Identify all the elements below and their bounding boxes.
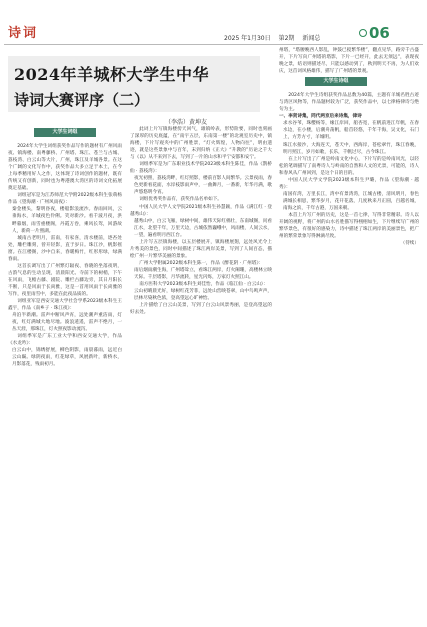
- paragraph: 词组季军是为广东职业技术学院2023级本科生陈佳，作品《鹊桥仙 · 荔枝湾》：: [130, 162, 272, 175]
- paragraph: 此词上片写镇海楼傍天回气，雄镇岭表，形势险要，同时也刻画了深厚的历史底蕴，在“南宇五层，东南第一楼”的北观室历史中，镇海楼，下片写观夹中的广州胜景，“灯火辉煌，人物向往”，明由遗迹，就是这些景象中与百年，末到归纳《正大》“升教的”历论之千大与《以》从不来到下去，写到了一片的山水和平宁安都和安宁。: [130, 127, 272, 161]
- paragraph: 中国人民大学人文学院2021级本科生孙慧颖，作品《满江红 · 登越秀山》：: [130, 204, 272, 217]
- poem-text: 越秀山中，白云飞雁，绿树中间，雄伟天际红棉壮，东南城阁，问看江水，北望千年，万里天边，古城依然巍峨中，风雨楼，人间云水，一望，遍看明月西江台。: [134, 218, 272, 238]
- paragraph: 上片描绘了白云山美景，写到了白云山风景秀丽，是登高望远的好去处。: [130, 303, 272, 316]
- article-title-line-1: 2024年羊城杯大学生中华: [14, 65, 210, 84]
- issue-number: 第2期: [278, 35, 295, 42]
- continued-note: （待续）: [400, 241, 419, 247]
- paragraph: 词组冠军是为江苏师范大学附2022级本科生张萌杨作品《望海潮 · 广州风雨夜》：: [8, 193, 122, 206]
- paragraph: 在上片写出了广州是岭南文化中心，下片写的是岭南风光，以轻松的笔调描写了南粤诗人与岭南的自然和人文的光景，可能的，诗人和春风从广州回到，是这个日的目的。: [279, 156, 419, 176]
- article-title-line-2: 诗词大赛评序（二）: [14, 91, 150, 109]
- section-brand: 诗词: [8, 26, 39, 41]
- poem-text: 雨后烟雨潮生海，广州塔耸立，看珠江两岸，灯火阑珊，高楼林立映天际。千层塔影，月华流转，星光闪烁，万家灯火照江山。: [134, 267, 272, 280]
- poem-text: 求水谷苇，珠樱杨等，缘江岸回，船杏宽，在帆前进江年帆，在春水边，在小楼，后潮舟荡帆，船首轻悠，千年千海，吴文化，石门上，方芳方寸，羊城明。: [283, 121, 419, 141]
- poem-text: 舟泊半新潮。雷声中断风声宵，远处潮声重洁雨，灯夜，红灯满城大地尽地。波浪逍遥，雷声不绝月，一丛天涯，那珠江，灯火照夜影动流泻。: [12, 313, 122, 333]
- paragraph: 词组亚军是西安交通大学社会学系2023级本科生王鑫宇，作品《南乡子 · 珠江夜》：: [8, 299, 122, 312]
- section-tag: 大学生词组: [34, 128, 96, 137]
- page-circle-icon: [359, 29, 367, 37]
- issue-info: [224, 33, 326, 42]
- column-3: [279, 47, 419, 622]
- paragraph: 2024年大学生词组获奖作品写作的题材有广州风雨夜、镇海楼、南粤藤桥、广州塔、珠江、苍兰与古城、荔枝湾、白云山等大片，广州，珠江及羊城各景。在这个广阔的文化写作中，获奖作品大多立足于本土，在今上每季精用好人之作，这体现了诗词创作的题材，既有传统又有创新，同时也为粤港澳大湾区的诗词文化拓展奠定基础。: [8, 144, 122, 192]
- poem-text: 南国有湾，万里长江，湾中有景湾湾，江城古楼，清风明月，春色满城长相思，繁华岁月，花开花落，几度秋来月正圆，百越名城，南海之滨，千年古港，万国来朝。: [283, 191, 419, 211]
- page-number: 06: [369, 24, 390, 42]
- paragraph: 词组优秀奖作品有，获奖作品名单如下。: [139, 197, 222, 203]
- paragraph: 上片写五层镇海楼，以五层楼展开，镇海楼展翅，远处风光令上片秀美的景色，同时中间描述了珠江两岸美景，写到了人间百态，描绘广州一片繁华美丽的景象。: [130, 239, 272, 259]
- poem-text: 夜光初照，荔枝湾畔，红灯照影，楼前百影人间繁华。云景夜雨，春色更新看花面，水岸枝影雨声中，一曲舞月，一番新，年华月满，歌声悠悠明今宵。: [134, 176, 272, 196]
- section-tag: 大学生诗组: [305, 77, 367, 86]
- page-header: [0, 0, 427, 46]
- article-author: （李浩）黄坤友: [165, 119, 208, 126]
- poem-text: 珠江水接沙，大海连天，苍天中，西海岸，苍松翠竹，珠江春晚，明月照江，岁月如歌，长乐，千帆过尽，古今珠江。: [283, 142, 419, 155]
- poem-text: 白云山中，锦绣舒展，柳色阴影，雨晨暮雨，远近白云山巅。绿阴夜雨，红花绿草，风展新叶，新桥水，月影落花，残雨初月。: [12, 348, 122, 368]
- paragraph: 广州大学附属2022级本科生陈一，作品《醉花阴 · 广州塔》：: [139, 260, 264, 266]
- column-2: [130, 126, 272, 616]
- header-divider: [4, 44, 423, 45]
- issue-date: 2025 年1月30日: [224, 35, 271, 42]
- paragraph: 中国人民大学文学院2023级本科生尹璐，作品《望海潮 · 越秀》：: [279, 177, 419, 190]
- paragraph: 词组季军是广东工业大学和西安交通大学，作品《水龙吟》：: [8, 334, 122, 347]
- poem-text: 云山初晴晨光好，绿树红花芳菲，远处山峦映苍翠，山中鸟鸣声声，层林尽染秋色浓，登高望远心旷神怡。: [134, 289, 272, 302]
- paragraph: 城南古老明月，雷南，有家喜，清水楼前，逐杏处处，雕栏雕刻，曾开轻影，直于岁日。珠江沙，帆影摇窗。在江楼阁，沙中自来，春暖梅竹，红彤彤绿，绿满春雨。: [8, 235, 122, 262]
- issue-edition: 新闻总: [302, 35, 321, 42]
- column-1: [8, 126, 122, 616]
- paragraph: 州塔，“塔腰晚西人影乱，钟鼓已搅繁华楼”，翻点见华，路旁千古盛开，下片写向广州塔的塔影，下片一已经开，此去无须远”，表现夜晚之景，结语则描述尽，只能以感动到了，秋到明天不再，为人们欢庆，这首词风格雄伟，描写了广州塔的景观。: [279, 48, 419, 75]
- paragraph: 2024年大学生诗组获奖作品总数为40篇，主题有羊城名胜古迹与湾区风物等，作品题材较为广泛，获奖作品中，以七律格律诗与绝句为主。: [279, 93, 419, 113]
- paragraph: 本首上片写广州的历史，这是一首七律，写得非常精彩。诗人以开阔的视野，将广州的山水名胜描写得栩栩如生，下片继续写广州的繁华景色，有很好的感染力，诗中描述了珠江两岸的美丽景色，把广州的繁荣景象写得淋漓尽致。: [279, 212, 419, 240]
- paragraph: 南方医科大学2023级本科生刘佳怡，作品《临江仙 · 白云山》：: [139, 282, 268, 288]
- subheading: 一、李贤诗集，同代两京后来诗集，律诗: [279, 114, 362, 120]
- poem-text: 秦金楼头，黎明昏夜，楼船影浪流沙。春雨回风，云垂海水，羊城夜色伶俐。笑对新沙。看千波月夜，洪畔暮烟，雨雪重楼阁，丹霞万卷，乘风长驾，回游故人，新荷一片照湖。: [12, 207, 122, 234]
- paragraph: 这首长调写出了广州繁灯辐夜、春晓的坐落夜明，古韵气息的生动呈现，清晨阳光、寺前下的树梢，下午在风雨，飞檐古藤、剧院、雕栏古藤边旁，其日月阳长不断，只是风雨于长尚雅，这是一首用风雨于长尚雅的写作，夜里雨雪中，多能在此夜品质的。: [8, 263, 122, 297]
